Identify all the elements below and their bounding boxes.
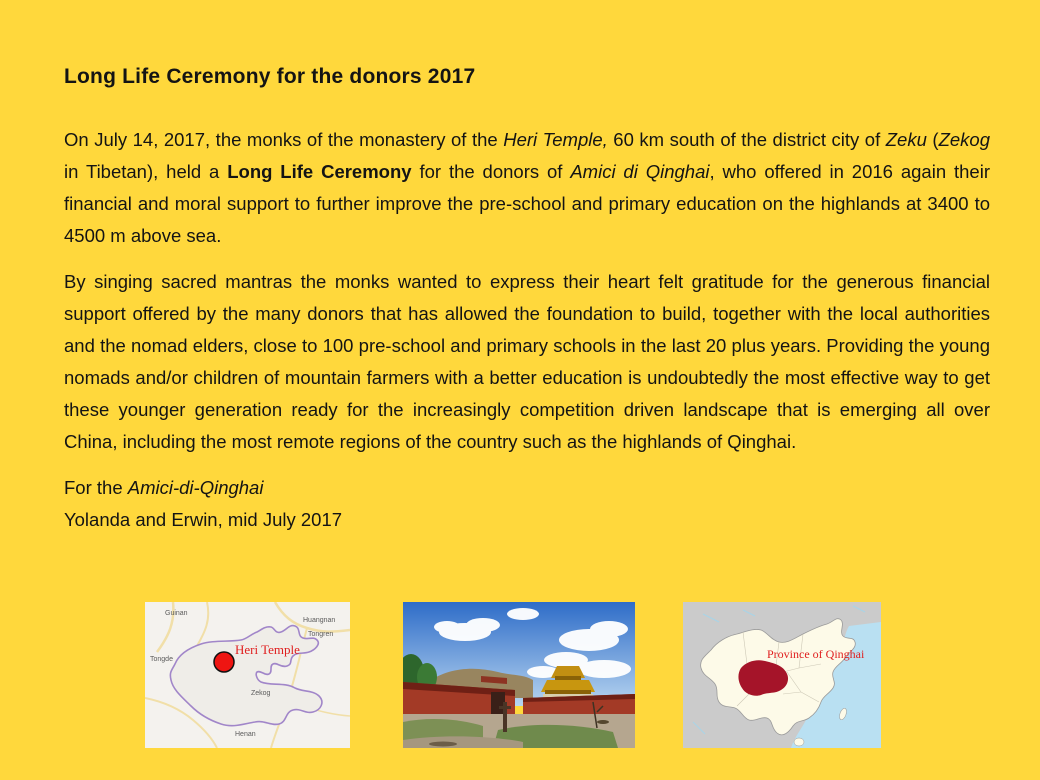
closing-line: For the Amici-di-Qinghai	[64, 477, 264, 498]
heri-temple-photo	[403, 602, 635, 748]
china-qinghai-map	[683, 602, 881, 748]
paragraph-intro: On July 14, 2017, the monks of the monastery of the Heri Temple, 60 km south of the district city of Zeku (Zekog in Tibetan), held a Long Life Ceremony for the donors of Amici di Qinghai, who offered in 2016 again their financial and moral support to further improve the pre-school and primary education on the highlands at 3400 to 4500 m above sea.	[64, 129, 990, 246]
map-label-huangnan: Huangnan	[303, 617, 336, 624]
map-label-guinan: Guinan	[165, 610, 188, 617]
hainan-island	[794, 738, 804, 746]
zeku-district-map	[145, 602, 350, 748]
figure-row	[0, 602, 1040, 748]
map-label-tongde: Tongde	[150, 656, 173, 663]
heri-temple-marker-dot	[214, 652, 234, 672]
signature-line: Yolanda and Erwin, mid July 2017	[64, 509, 343, 530]
qinghai-province-label: Province of Qinghai	[767, 647, 865, 661]
map-label-henan: Henan	[235, 731, 256, 738]
text-block	[64, 64, 990, 536]
heri-temple-label: Heri Temple	[235, 642, 300, 657]
map-label-tongren: Tongren	[308, 631, 334, 638]
paragraph-gratitude: By singing sacred mantras the monks wanted to express their heart felt gratitude for the generous financial support offered by the many donors that has allowed the foundation to build, together with the local authorities and the nomad elders, close to 100 pre-school and primary schools in the last 20 plus years. Providing the young nomads and/or children of mountain farmers with a better education is undoubtedly the most effective way to get these younger generation ready for the increasingly competition driven landscape that is emerging all over China, including the most remote regions of the country such as the highlands of Qinghai.	[64, 271, 990, 452]
page-title: Long Life Ceremony for the donors 2017	[64, 65, 476, 88]
map-label-zekog: Zekog	[251, 690, 271, 697]
